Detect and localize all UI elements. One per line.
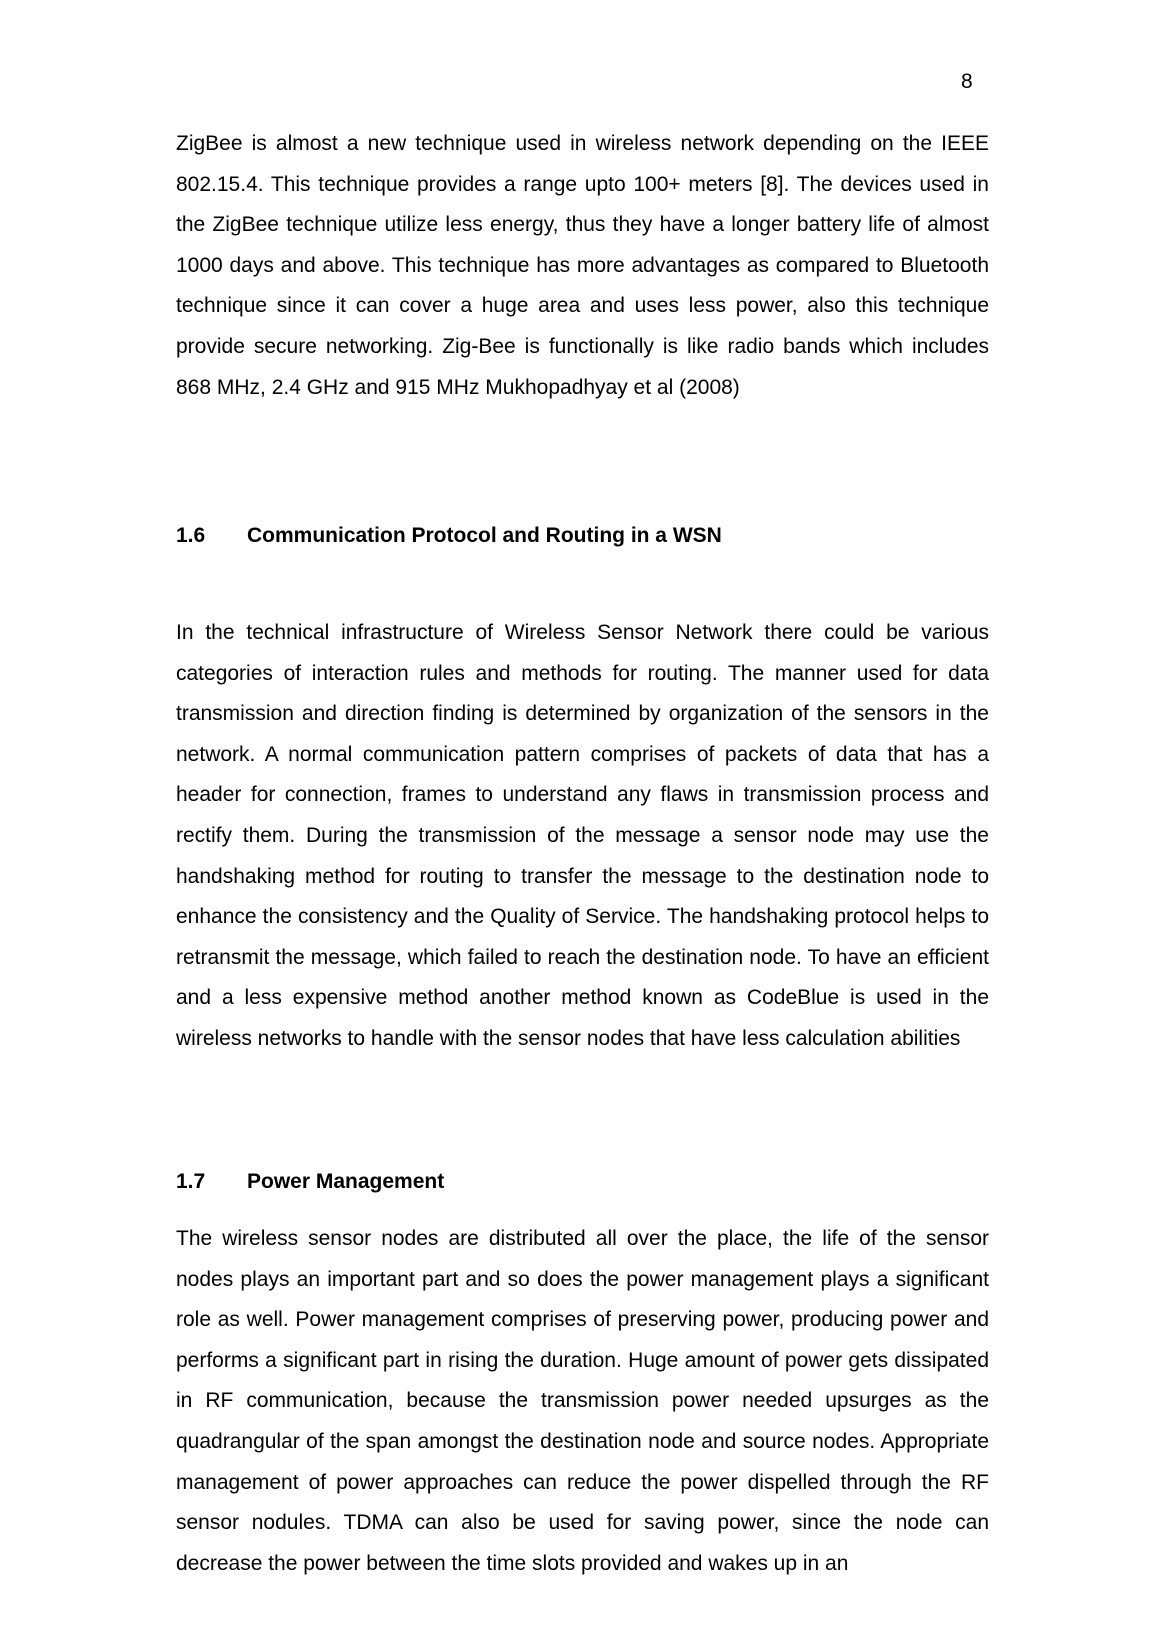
section-number: 1.6 (176, 524, 206, 547)
section-title: Power Management (247, 1170, 445, 1193)
section-title: Communication Protocol and Routing in a WSN (247, 524, 722, 547)
section-number: 1.7 (176, 1170, 206, 1193)
page-number: 8 (961, 70, 973, 93)
section-heading-1-6 (176, 521, 722, 551)
section-heading-1-7 (176, 1167, 444, 1197)
paragraph-power-management: The wireless sensor nodes are distributed all over the place, the life of the sensor nodes plays an important part and so does the power management plays a significant role as well. Power management comprises of preserving power, producing power and performs a significant part in rising the duration. Huge amount of power gets dissipated in RF communication, because the transmission power needed upsurges as the quadrangular of the span amongst the destination node and source nodes. Appropriate management of power approaches can reduce the power dispelled through the RF sensor nodules. TDMA can also be used for saving power, since the node can decrease the power between the time slots provided and wakes up in an (176, 1227, 989, 1575)
paragraph-zigbee: ZigBee is almost a new technique used in wireless network depending on the IEEE 802.15.4. This technique provides a range upto 100+ meters [8]. The devices used in the ZigBee technique utilize less energy, thus they have a longer battery life of almost 1000 days and above. This technique has more advantages as compared to Bluetooth technique since it can cover a huge area and uses less power, also this technique provide secure networking. Zig-Bee is functionally is like radio bands which includes 868 MHz, 2.4 GHz and 915 MHz Mukhopadhyay et al (2008) (176, 132, 989, 399)
paragraph-routing: In the technical infrastructure of Wireless Sensor Network there could be various categories of interaction rules and methods for routing. The manner used for data transmission and direction finding is determined by organization of the sensors in the network. A normal communication pattern comprises of packets of data that has a header for connection, frames to understand any flaws in transmission process and rectify them. During the transmission of the message a sensor node may use the handshaking method for routing to transfer the message to the destination node to enhance the consistency and the Quality of Service. The handshaking protocol helps to retransmit the message, which failed to reach the destination node. To have an efficient and a less expensive method another method known as CodeBlue is used in the wireless networks to handle with the sensor nodes that have less calculation abilities (176, 621, 989, 1050)
